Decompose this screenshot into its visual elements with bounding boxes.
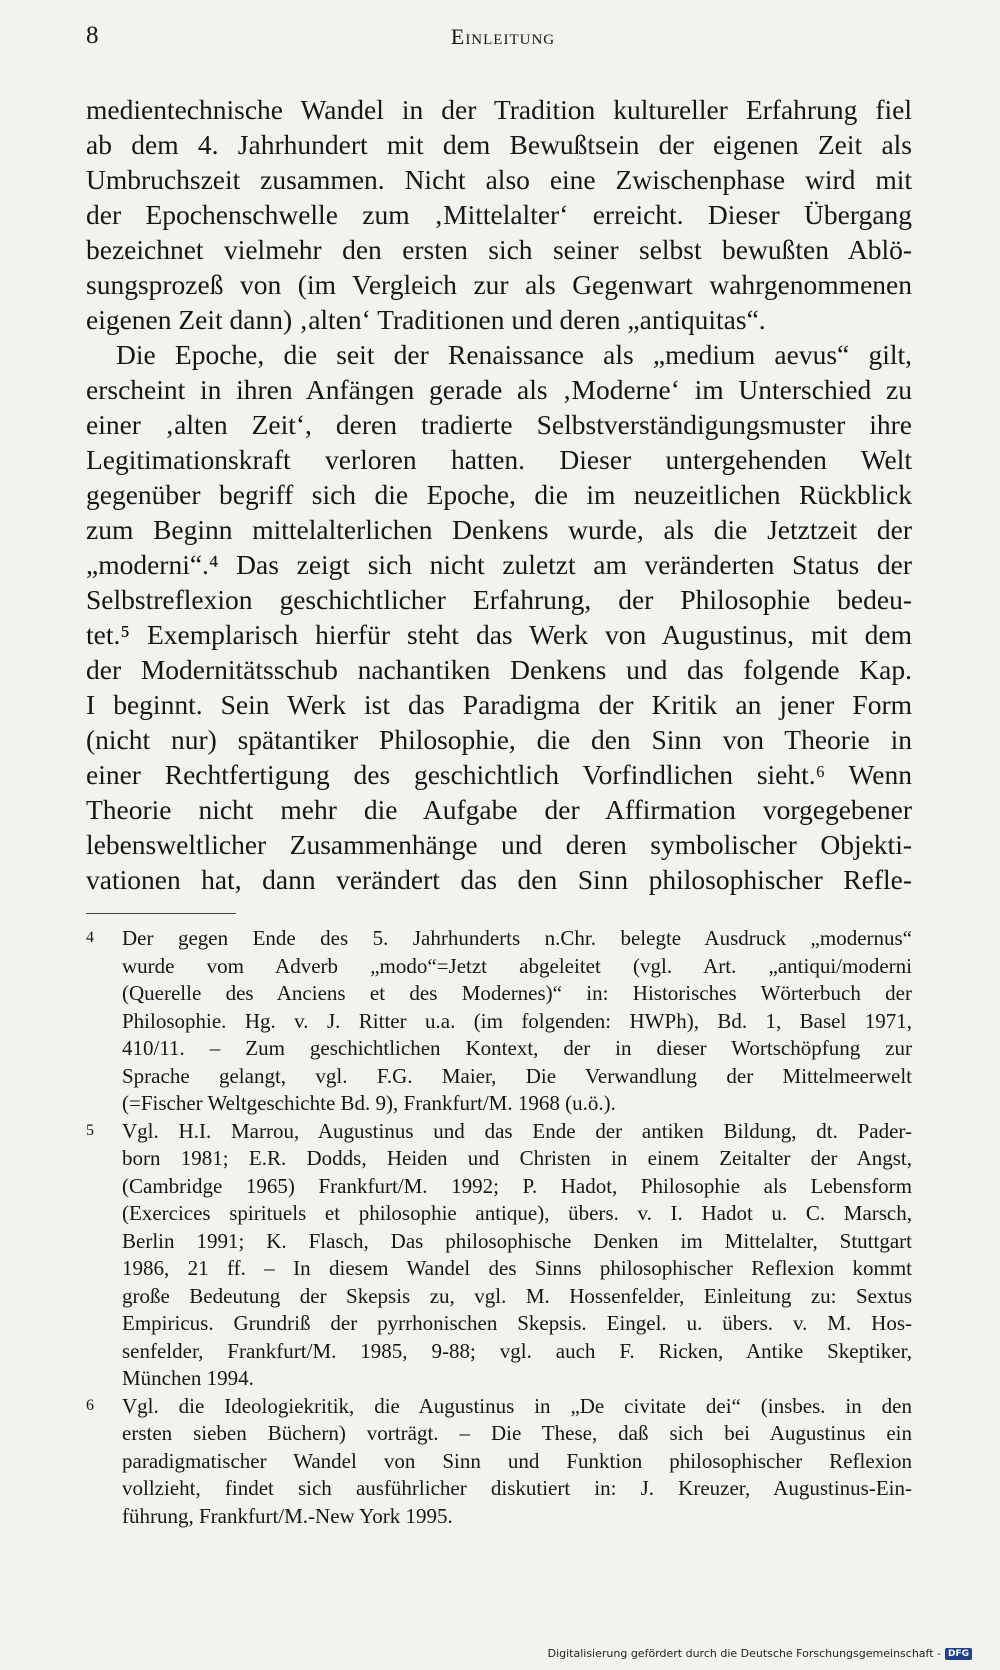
body-line: vationen hat, dann verändert das den Sinn philosophischer Refle- bbox=[86, 864, 912, 895]
footnote-line: führung, Frankfurt/M.-New York 1995. bbox=[122, 1503, 453, 1528]
footnote-line: 1986, 21 ff. – In diesem Wandel des Sinns philosophischer Reflexion kommt bbox=[122, 1256, 912, 1280]
page-header bbox=[86, 22, 920, 62]
footnote-line: born 1981; E.R. Dodds, Heiden und Christen in einem Zeitalter der Angst, bbox=[122, 1146, 912, 1170]
footnote-line: Vgl. H.I. Marrou, Augustinus und das Ende der antiken Bildung, dt. Pader- bbox=[122, 1118, 912, 1143]
footnote-line: 410/11. – Zum geschichtlichen Kontext, der in dieser Wortschöpfung zur bbox=[122, 1036, 912, 1060]
credit-text: Digitalisierung gefördert durch die Deutsche Forschungsgemeinschaft - bbox=[547, 1647, 941, 1660]
footnote bbox=[86, 1393, 912, 1531]
body-line: Legitimationskraft verloren hatten. Dieser untergehenden Welt bbox=[86, 444, 912, 475]
body-line: „moderni“.⁴ Das zeigt sich nicht zuletzt am veränderten Status der bbox=[86, 549, 912, 580]
body-line: sungsprozeß von (im Vergleich zur als Gegenwart wahrgenommenen bbox=[86, 269, 912, 300]
body-line: eigenen Zeit dann) ‚alten‘ Traditionen und deren „antiquitas“. bbox=[86, 304, 766, 335]
body-line: einer Rechtfertigung des geschichtlich Vorfindlichen sieht.⁶ Wenn bbox=[86, 759, 912, 790]
footnote-line: vollzieht, findet sich ausführlicher diskutiert in: J. Kreuzer, Augustinus-Ein- bbox=[122, 1476, 912, 1500]
body-line: bezeichnet vielmehr den ersten sich seiner selbst bewußten Ablö- bbox=[86, 234, 912, 265]
footnote-line: Der gegen Ende des 5. Jahrhunderts n.Chr. belegte Ausdruck „modernus“ bbox=[122, 926, 912, 950]
footnote-line: Vgl. die Ideologiekritik, die Augustinus in „De civitate dei“ (insbes. in den bbox=[122, 1393, 912, 1418]
body-line: der Modernitätsschub nachantiken Denkens und das folgende Kap. bbox=[86, 654, 912, 685]
footnote-line: Empiricus. Grundriß der pyrrhonischen Skepsis. Eingel. u. übers. v. M. Hos- bbox=[122, 1311, 912, 1335]
footnote-line: Berlin 1991; K. Flasch, Das philosophische Denken im Mittelalter, Stuttgart bbox=[122, 1228, 912, 1253]
body-line: ab dem 4. Jahrhundert mit dem Bewußtsein der eigenen Zeit als bbox=[86, 129, 912, 160]
footnote-line: große Bedeutung der Skepsis zu, vgl. M. Hossenfelder, Einleitung zu: Sextus bbox=[122, 1283, 912, 1308]
body-line: I beginnt. Sein Werk ist das Paradigma der Kritik an jener Form bbox=[86, 689, 912, 720]
footnote-marker: 4 bbox=[86, 929, 94, 946]
body-line: medientechnische Wandel in der Tradition kultureller Erfahrung fiel bbox=[86, 94, 912, 125]
footnote-line: Sprache gelangt, vgl. F.G. Maier, Die Verwandlung der Mittelmeerwelt bbox=[122, 1063, 912, 1088]
page-number: 8 bbox=[86, 22, 99, 49]
body-line: erscheint in ihren Anfängen gerade als ‚Moderne‘ im Unterschied zu bbox=[86, 374, 912, 405]
body-line: tet.⁵ Exemplarisch hierfür steht das Werk von Augustinus, mit dem bbox=[86, 619, 912, 650]
footnote-line: (Exercices spirituels et philosophie antique), übers. v. I. Hadot u. C. Marsch, bbox=[122, 1201, 912, 1225]
footnote-line: (Querelle des Anciens et des Modernes)“ in: Historisches Wörterbuch der bbox=[122, 981, 912, 1005]
running-title: Einleitung bbox=[450, 24, 556, 49]
footnotes bbox=[86, 925, 912, 1530]
body-line: lebensweltlicher Zusammenhänge und deren symbolischer Objekti- bbox=[86, 829, 912, 860]
footnote-line: Philosophie. Hg. v. J. Ritter u.a. (im folgenden: HWPh), Bd. 1, Basel 1971, bbox=[122, 1008, 912, 1033]
footnote-marker: 6 bbox=[86, 1396, 94, 1414]
footnote bbox=[86, 1118, 912, 1393]
footnote-line: wurde vom Adverb „modo“=Jetzt abgeleitet (vgl. Art. „antiqui/moderni bbox=[122, 953, 912, 978]
footnote-line: ersten sieben Büchern) vorträgt. – Die These, daß sich bei Augustinus ein bbox=[122, 1421, 912, 1445]
digitization-credit bbox=[548, 1647, 972, 1660]
footnote-line: paradigmatischer Wandel von Sinn und Funktion philosophischer Reflexion bbox=[122, 1448, 912, 1473]
footnote-line: München 1994. bbox=[122, 1366, 254, 1390]
body-line: gegenüber begriff sich die Epoche, die im neuzeitlichen Rückblick bbox=[86, 479, 912, 510]
footnote bbox=[86, 925, 912, 1118]
footnote-line: (Cambridge 1965) Frankfurt/M. 1992; P. Hadot, Philosophie als Lebensform bbox=[122, 1173, 912, 1198]
body-line: Die Epoche, die seit der Renaissance als „medium aevus“ gilt, bbox=[116, 339, 912, 370]
body-line: Selbstreflexion geschichtlicher Erfahrung, der Philosophie bedeu- bbox=[86, 584, 912, 615]
body-line: zum Beginn mittelalterlichen Denkens wurde, als die Jetztzeit der bbox=[86, 514, 912, 545]
footnote-line: senfelder, Frankfurt/M. 1985, 9-88; vgl. auch F. Ricken, Antike Skeptiker, bbox=[122, 1338, 912, 1363]
dfg-logo: DFG bbox=[945, 1648, 972, 1660]
footnote-line: (=Fischer Weltgeschichte Bd. 9), Frankfurt/M. 1968 (u.ö.). bbox=[122, 1091, 616, 1115]
footnote-marker: 5 bbox=[86, 1121, 94, 1139]
body-line: Umbruchszeit zusammen. Nicht also eine Zwischenphase wird mit bbox=[86, 164, 912, 195]
body-line: einer ‚alten Zeit‘, deren tradierte Selbstverständigungsmuster ihre bbox=[86, 409, 912, 440]
body-line: der Epochenschwelle zum ‚Mittelalter‘ erreicht. Dieser Übergang bbox=[86, 199, 912, 230]
body-text bbox=[86, 92, 912, 897]
body-line: (nicht nur) spätantiker Philosophie, die den Sinn von Theorie in bbox=[86, 724, 912, 755]
footnote-divider bbox=[86, 913, 236, 914]
body-line: Theorie nicht mehr die Aufgabe der Affirmation vorgegebener bbox=[86, 794, 912, 825]
